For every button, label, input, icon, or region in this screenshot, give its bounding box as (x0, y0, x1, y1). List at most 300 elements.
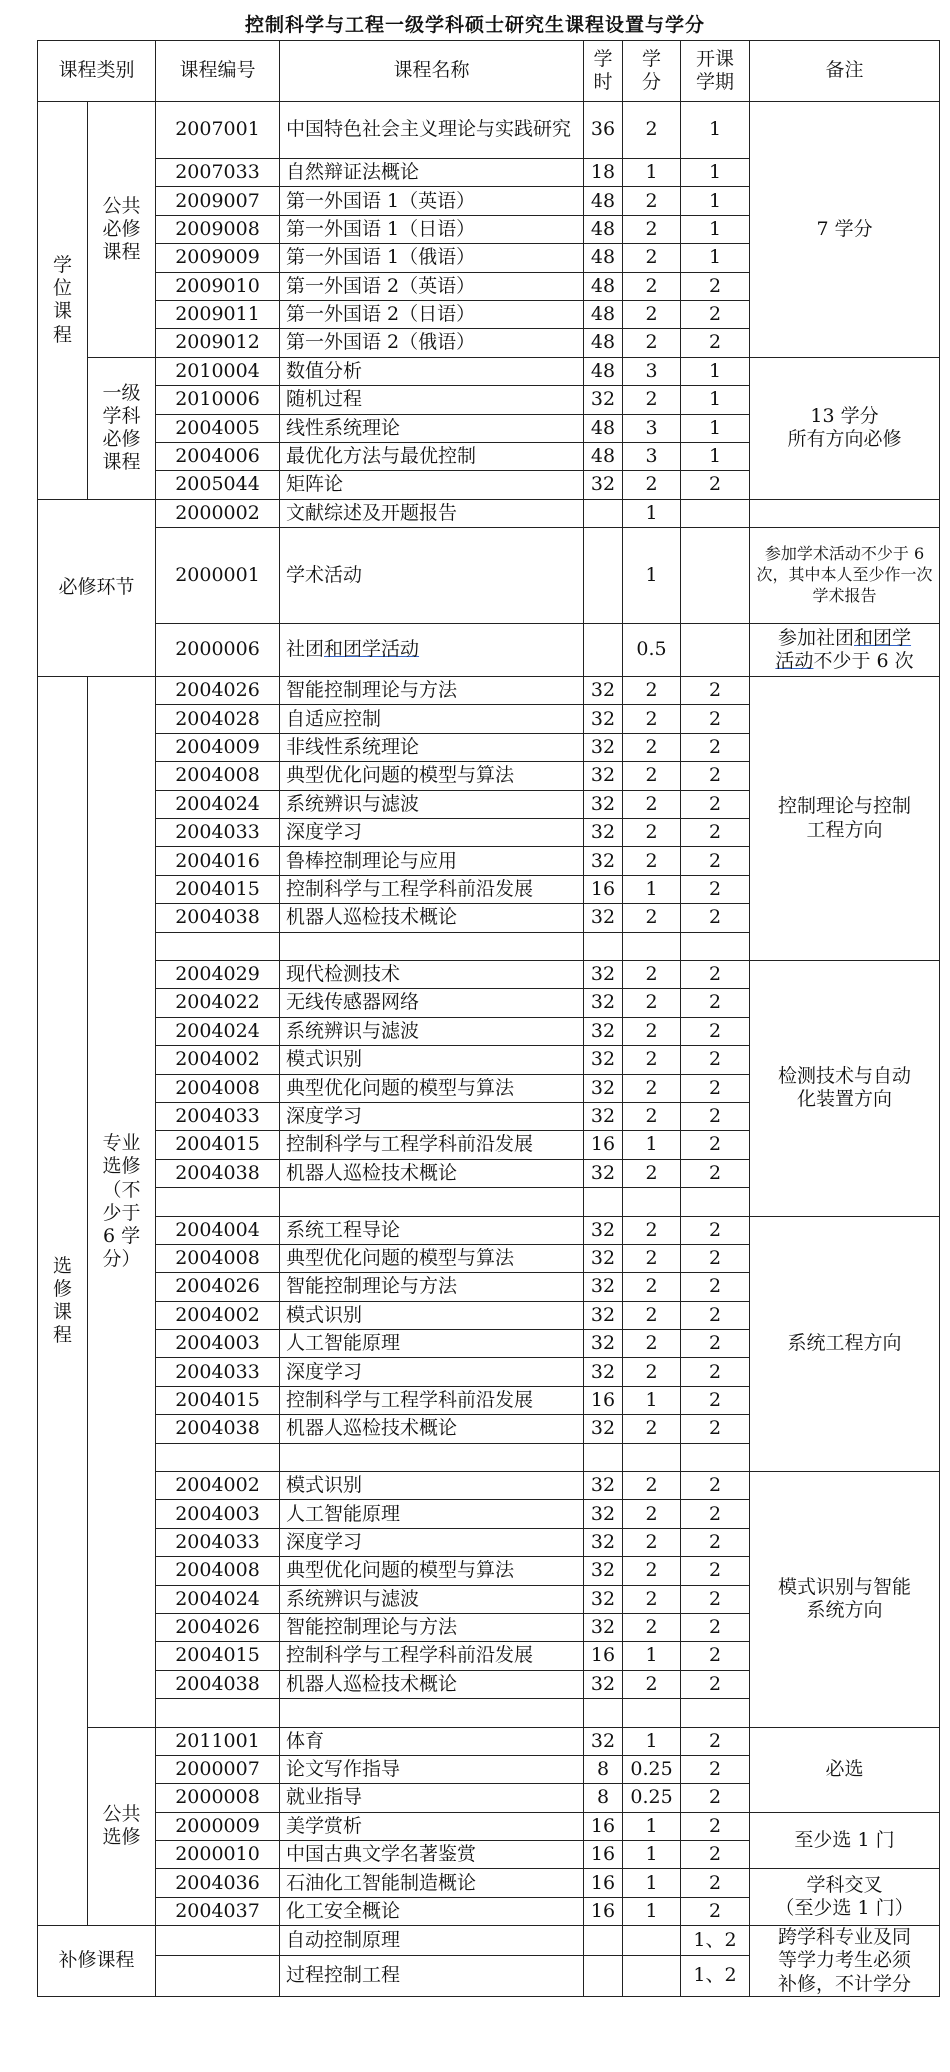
course-name: 线性系统理论 (280, 414, 584, 442)
course-name: 第一外国语 2（俄语） (280, 329, 584, 357)
course-semester: 2 (681, 1244, 750, 1272)
course-name: 控制科学与工程学科前沿发展 (280, 1642, 584, 1670)
course-hours: 16 (584, 1131, 623, 1159)
course-credits: 1 (623, 1131, 681, 1159)
course-code: 2004028 (156, 705, 280, 733)
course-name: 随机过程 (280, 386, 584, 414)
course-semester: 1 (681, 244, 750, 272)
course-hours: 32 (584, 733, 623, 761)
course-semester: 2 (681, 1017, 750, 1045)
course-name: 化工安全概论 (280, 1897, 584, 1925)
course-code: 2004008 (156, 762, 280, 790)
course-hours: 32 (584, 1046, 623, 1074)
course-code: 2000002 (156, 499, 280, 527)
course-name: 自然辩证法概论 (280, 159, 584, 187)
course-semester: 1 (681, 414, 750, 442)
course-semester: 2 (681, 819, 750, 847)
course-name: 深度学习 (280, 1102, 584, 1130)
course-hours: 16 (584, 1897, 623, 1925)
course-credits: 2 (623, 819, 681, 847)
course-credits: 2 (623, 1216, 681, 1244)
course-code: 2004038 (156, 1670, 280, 1698)
course-hours (584, 528, 623, 624)
course-name: 社团和团学活动 (280, 624, 584, 677)
course-semester: 1 (681, 187, 750, 215)
course-semester: 2 (681, 1727, 750, 1755)
course-hours: 48 (584, 329, 623, 357)
course-code: 2004009 (156, 733, 280, 761)
group-degree: 学 位 课 程 (38, 102, 88, 500)
empty-cell (280, 932, 584, 960)
course-semester: 2 (681, 904, 750, 932)
course-semester: 2 (681, 1074, 750, 1102)
course-credits: 2 (623, 1415, 681, 1443)
course-credits: 1 (623, 1869, 681, 1897)
table-row (38, 624, 940, 677)
course-code: 2004026 (156, 1613, 280, 1641)
course-hours: 48 (584, 357, 623, 385)
course-code (156, 1955, 280, 1996)
course-name: 深度学习 (280, 819, 584, 847)
course-hours: 16 (584, 1812, 623, 1840)
course-semester: 2 (681, 790, 750, 818)
course-hours: 48 (584, 244, 623, 272)
course-hours (584, 1955, 623, 1996)
course-code: 2004038 (156, 1415, 280, 1443)
course-hours: 48 (584, 272, 623, 300)
empty-cell (584, 1443, 623, 1471)
course-name: 系统辨识与滤波 (280, 790, 584, 818)
course-name: 机器人巡检技术概论 (280, 1159, 584, 1187)
course-code: 2004006 (156, 442, 280, 470)
course-credits: 2 (623, 1585, 681, 1613)
course-code: 2009009 (156, 244, 280, 272)
course-hours: 32 (584, 1301, 623, 1329)
group-public-elective: 公共 选修 (88, 1727, 156, 1926)
course-semester: 2 (681, 471, 750, 499)
course-credits: 2 (623, 1557, 681, 1585)
course-semester: 2 (681, 1841, 750, 1869)
course-semester: 2 (681, 1642, 750, 1670)
course-name: 第一外国语 2（日语） (280, 300, 584, 328)
course-semester: 2 (681, 1500, 750, 1528)
course-semester: 2 (681, 1358, 750, 1386)
course-credits: 2 (623, 1670, 681, 1698)
header-credits: 学 分 (623, 41, 681, 102)
course-credits: 1 (623, 1642, 681, 1670)
course-name: 自动控制原理 (280, 1926, 584, 1956)
course-semester: 2 (681, 1159, 750, 1187)
course-code: 2004004 (156, 1216, 280, 1244)
note-public-elective-required: 必选 (750, 1727, 940, 1812)
course-credits: 2 (623, 1613, 681, 1641)
course-hours: 32 (584, 1415, 623, 1443)
course-code: 2009007 (156, 187, 280, 215)
empty-cell (156, 932, 280, 960)
course-credits: 2 (623, 272, 681, 300)
course-credits: 1 (623, 1897, 681, 1925)
course-name: 矩阵论 (280, 471, 584, 499)
course-code: 2004029 (156, 960, 280, 988)
course-semester: 2 (681, 989, 750, 1017)
course-semester: 1 (681, 215, 750, 243)
course-semester: 2 (681, 1670, 750, 1698)
course-hours: 32 (584, 819, 623, 847)
course-name: 深度学习 (280, 1358, 584, 1386)
course-code: 2004005 (156, 414, 280, 442)
course-hours: 32 (584, 1613, 623, 1641)
empty-cell (623, 1443, 681, 1471)
course-code: 2004033 (156, 1102, 280, 1130)
course-code: 2004002 (156, 1301, 280, 1329)
header-row (38, 41, 940, 102)
course-credits: 0.5 (623, 624, 681, 677)
empty-cell (623, 932, 681, 960)
course-credits: 2 (623, 1074, 681, 1102)
course-code: 2004008 (156, 1074, 280, 1102)
course-semester: 2 (681, 1869, 750, 1897)
empty-cell (156, 1188, 280, 1216)
course-credits: 2 (623, 1273, 681, 1301)
course-hours: 16 (584, 1841, 623, 1869)
course-hours: 32 (584, 1557, 623, 1585)
group-required-links: 必修环节 (38, 499, 156, 676)
course-semester: 1、2 (681, 1955, 750, 1996)
table-row (38, 528, 940, 624)
course-code: 2007033 (156, 159, 280, 187)
course-semester: 2 (681, 1613, 750, 1641)
course-hours: 32 (584, 677, 623, 705)
course-hours: 32 (584, 1244, 623, 1272)
course-code: 2004024 (156, 790, 280, 818)
course-hours (584, 1926, 623, 1956)
course-code: 2009011 (156, 300, 280, 328)
course-credits: 2 (623, 1102, 681, 1130)
course-hours: 32 (584, 1500, 623, 1528)
course-code: 2009010 (156, 272, 280, 300)
course-credits: 1 (623, 875, 681, 903)
course-name: 学术活动 (280, 528, 584, 624)
note-supplementary: 跨学科专业及同 等学力考生必须 补修，不计学分 (750, 1926, 940, 1997)
note-public-elective-min: 至少选 1 门 (750, 1812, 940, 1869)
course-hours: 32 (584, 989, 623, 1017)
course-code: 2004024 (156, 1017, 280, 1045)
course-code: 2010004 (156, 357, 280, 385)
course-credits: 2 (623, 989, 681, 1017)
table-row (38, 357, 940, 385)
course-credits: 2 (623, 1358, 681, 1386)
course-code: 2005044 (156, 471, 280, 499)
course-table (37, 40, 940, 1997)
course-hours: 32 (584, 1585, 623, 1613)
course-hours: 32 (584, 1472, 623, 1500)
course-code: 2004015 (156, 1386, 280, 1414)
course-code: 2000010 (156, 1841, 280, 1869)
course-credits: 2 (623, 386, 681, 414)
empty-cell (280, 1443, 584, 1471)
note-direction: 控制理论与控制 工程方向 (750, 677, 940, 961)
empty-cell (681, 1188, 750, 1216)
course-hours: 32 (584, 1074, 623, 1102)
course-credits: 1 (623, 1386, 681, 1414)
header-remarks: 备注 (750, 41, 940, 102)
course-semester: 2 (681, 1273, 750, 1301)
note-direction: 模式识别与智能 系统方向 (750, 1472, 940, 1728)
course-hours (584, 499, 623, 527)
course-code: 2004037 (156, 1897, 280, 1925)
course-name: 模式识别 (280, 1301, 584, 1329)
table-row (38, 102, 940, 159)
course-name: 第一外国语 1（俄语） (280, 244, 584, 272)
course-semester: 2 (681, 1330, 750, 1358)
course-code: 2004002 (156, 1472, 280, 1500)
course-code: 2009008 (156, 215, 280, 243)
course-credits: 2 (623, 187, 681, 215)
course-semester: 1 (681, 159, 750, 187)
table-body (38, 102, 940, 1997)
course-semester: 2 (681, 1046, 750, 1074)
course-name: 人工智能原理 (280, 1330, 584, 1358)
course-code: 2000007 (156, 1755, 280, 1783)
course-hours: 32 (584, 1216, 623, 1244)
course-semester: 2 (681, 875, 750, 903)
course-name: 非线性系统理论 (280, 733, 584, 761)
group-discipline-required: 一级 学科 必修 课程 (88, 357, 156, 499)
course-code: 2004002 (156, 1046, 280, 1074)
course-hours: 18 (584, 159, 623, 187)
table-row (38, 960, 940, 988)
course-code: 2004022 (156, 989, 280, 1017)
course-semester: 2 (681, 300, 750, 328)
course-hours: 32 (584, 790, 623, 818)
course-semester: 2 (681, 1415, 750, 1443)
course-hours: 8 (584, 1755, 623, 1783)
course-semester: 1 (681, 102, 750, 159)
document-title: 控制科学与工程一级学科硕士研究生课程设置与学分 (244, 14, 705, 36)
note-required-link: 参加学术活动不少于 6 次，其中本人至少作一次学术报告 (750, 528, 940, 624)
header-semester: 开课 学期 (681, 41, 750, 102)
course-hours: 32 (584, 904, 623, 932)
course-hours: 32 (584, 1330, 623, 1358)
group-major-elective: 专业 选修 （不 少于 6 学 分） (88, 677, 156, 1727)
course-credits: 2 (623, 1500, 681, 1528)
course-credits: 2 (623, 733, 681, 761)
course-code: 2004015 (156, 1131, 280, 1159)
course-name: 机器人巡检技术概论 (280, 1415, 584, 1443)
course-credits: 2 (623, 677, 681, 705)
course-name: 鲁棒控制理论与应用 (280, 847, 584, 875)
course-credits: 3 (623, 414, 681, 442)
course-name: 控制科学与工程学科前沿发展 (280, 875, 584, 903)
course-semester: 2 (681, 1131, 750, 1159)
course-hours: 32 (584, 1159, 623, 1187)
empty-cell (681, 1699, 750, 1727)
header-hours: 学 时 (584, 41, 623, 102)
course-credits: 2 (623, 1159, 681, 1187)
course-semester: 2 (681, 960, 750, 988)
course-code: 2004015 (156, 1642, 280, 1670)
course-name: 中国古典文学名著鉴赏 (280, 1841, 584, 1869)
empty-cell (156, 1699, 280, 1727)
table-row (38, 1812, 940, 1840)
course-name: 控制科学与工程学科前沿发展 (280, 1131, 584, 1159)
course-credits (623, 1926, 681, 1956)
course-credits: 2 (623, 1244, 681, 1272)
course-semester: 2 (681, 847, 750, 875)
course-hours: 16 (584, 1642, 623, 1670)
course-hours: 36 (584, 102, 623, 159)
course-code: 2007001 (156, 102, 280, 159)
course-name: 最优化方法与最优控制 (280, 442, 584, 470)
course-code: 2004038 (156, 904, 280, 932)
course-hours: 32 (584, 847, 623, 875)
course-credits: 0.25 (623, 1755, 681, 1783)
course-name: 第一外国语 1（英语） (280, 187, 584, 215)
course-credits: 2 (623, 300, 681, 328)
header-name: 课程名称 (280, 41, 584, 102)
course-name: 智能控制理论与方法 (280, 1613, 584, 1641)
note-required-link (750, 499, 940, 527)
course-semester: 1 (681, 386, 750, 414)
course-hours: 48 (584, 215, 623, 243)
course-semester (681, 624, 750, 677)
course-name: 典型优化问题的模型与算法 (280, 1244, 584, 1272)
course-code: 2004033 (156, 819, 280, 847)
note-direction: 检测技术与自动 化装置方向 (750, 960, 940, 1216)
course-credits: 2 (623, 1330, 681, 1358)
header-code: 课程编号 (156, 41, 280, 102)
course-semester: 2 (681, 1216, 750, 1244)
course-hours: 32 (584, 960, 623, 988)
course-hours: 32 (584, 705, 623, 733)
course-name: 深度学习 (280, 1528, 584, 1556)
course-hours: 48 (584, 414, 623, 442)
course-name: 控制科学与工程学科前沿发展 (280, 1386, 584, 1414)
empty-cell (280, 1699, 584, 1727)
course-name: 就业指导 (280, 1784, 584, 1812)
course-code: 2004033 (156, 1528, 280, 1556)
empty-cell (623, 1188, 681, 1216)
group-public-required: 公共 必修 课程 (88, 102, 156, 358)
course-hours: 32 (584, 1727, 623, 1755)
course-semester: 1、2 (681, 1926, 750, 1956)
course-name: 系统辨识与滤波 (280, 1017, 584, 1045)
course-name: 机器人巡检技术概论 (280, 1670, 584, 1698)
course-semester: 2 (681, 329, 750, 357)
course-name: 智能控制理论与方法 (280, 677, 584, 705)
course-code: 2000009 (156, 1812, 280, 1840)
course-hours: 32 (584, 762, 623, 790)
course-credits: 2 (623, 904, 681, 932)
course-semester: 1 (681, 442, 750, 470)
table-row (38, 1216, 940, 1244)
course-code: 2004003 (156, 1500, 280, 1528)
course-hours: 32 (584, 1273, 623, 1301)
note-required-link: 参加社团和团学 活动不少于 6 次 (750, 624, 940, 677)
course-semester: 2 (681, 1102, 750, 1130)
empty-cell (584, 1188, 623, 1216)
course-hours: 48 (584, 442, 623, 470)
course-credits: 2 (623, 1528, 681, 1556)
empty-cell (584, 1699, 623, 1727)
empty-cell (156, 1443, 280, 1471)
course-hours: 32 (584, 1528, 623, 1556)
table-row (38, 499, 940, 527)
course-credits: 2 (623, 102, 681, 159)
course-hours: 32 (584, 1670, 623, 1698)
course-hours: 32 (584, 1358, 623, 1386)
course-semester: 1 (681, 357, 750, 385)
course-credits: 3 (623, 357, 681, 385)
course-credits: 1 (623, 499, 681, 527)
course-credits: 0.25 (623, 1784, 681, 1812)
course-code: 2011001 (156, 1727, 280, 1755)
course-code (156, 1926, 280, 1956)
course-name: 中国特色社会主义理论与实践研究 (280, 102, 584, 159)
course-semester: 2 (681, 272, 750, 300)
course-code: 2004008 (156, 1557, 280, 1585)
course-hours: 32 (584, 386, 623, 414)
empty-cell (584, 932, 623, 960)
course-semester: 2 (681, 1472, 750, 1500)
course-hours: 32 (584, 1102, 623, 1130)
course-semester: 2 (681, 1557, 750, 1585)
course-code: 2004016 (156, 847, 280, 875)
table-row (38, 677, 940, 705)
course-code: 2010006 (156, 386, 280, 414)
course-semester: 2 (681, 1755, 750, 1783)
course-semester: 2 (681, 1585, 750, 1613)
course-credits: 1 (623, 1841, 681, 1869)
course-code: 2004038 (156, 1159, 280, 1187)
course-semester: 2 (681, 1528, 750, 1556)
course-hours: 48 (584, 187, 623, 215)
course-semester (681, 499, 750, 527)
course-semester: 2 (681, 1812, 750, 1840)
course-name: 系统辨识与滤波 (280, 1585, 584, 1613)
course-credits: 1 (623, 528, 681, 624)
course-hours: 32 (584, 1017, 623, 1045)
course-name: 典型优化问题的模型与算法 (280, 1074, 584, 1102)
group-elective: 选 修 课 程 (38, 677, 88, 1926)
course-hours: 16 (584, 1869, 623, 1897)
course-code: 2004036 (156, 1869, 280, 1897)
course-credits (623, 1955, 681, 1996)
course-credits: 2 (623, 762, 681, 790)
empty-cell (280, 1188, 584, 1216)
course-credits: 2 (623, 705, 681, 733)
course-hours: 16 (584, 1386, 623, 1414)
course-code: 2004015 (156, 875, 280, 903)
course-name: 数值分析 (280, 357, 584, 385)
course-name: 典型优化问题的模型与算法 (280, 1557, 584, 1585)
note-direction: 系统工程方向 (750, 1216, 940, 1472)
table-row (38, 1926, 940, 1956)
course-name: 论文写作指导 (280, 1755, 584, 1783)
course-name: 美学赏析 (280, 1812, 584, 1840)
course-semester: 2 (681, 705, 750, 733)
course-semester: 2 (681, 1301, 750, 1329)
note-discipline-required: 13 学分 所有方向必修 (750, 357, 940, 499)
course-credits: 2 (623, 471, 681, 499)
course-name: 现代检测技术 (280, 960, 584, 988)
course-semester: 2 (681, 677, 750, 705)
course-name: 无线传感器网络 (280, 989, 584, 1017)
course-hours: 32 (584, 471, 623, 499)
course-credits: 2 (623, 1301, 681, 1329)
course-code: 2000008 (156, 1784, 280, 1812)
course-name: 文献综述及开题报告 (280, 499, 584, 527)
